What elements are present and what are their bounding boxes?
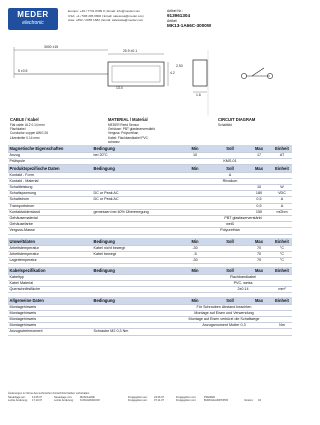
table-row bbox=[8, 329, 292, 335]
footer-value: 24.06.07 bbox=[154, 395, 165, 399]
cell: 70 bbox=[246, 257, 272, 263]
dim-body-length: 25.9 ±0.1 bbox=[123, 49, 138, 53]
cell bbox=[92, 286, 176, 292]
cell: Arbeitstemperatur bbox=[8, 251, 92, 257]
cell: DC or Peak AC bbox=[92, 197, 176, 203]
footer-value: 04 bbox=[258, 399, 261, 402]
cell: weiß bbox=[214, 222, 246, 228]
magnetic-properties-table bbox=[8, 145, 292, 165]
cell bbox=[272, 329, 292, 335]
cell: Kontakt - Form bbox=[8, 172, 92, 178]
col-header: Einheit bbox=[272, 165, 292, 172]
col-header: Bedingung bbox=[92, 145, 176, 152]
cell bbox=[214, 329, 246, 335]
cell: Schaltspannung bbox=[8, 191, 92, 197]
col-header: Produktspezifische Daten bbox=[8, 165, 92, 172]
footer-label: Freigegeben von: bbox=[176, 399, 197, 402]
cable-line: Flachkabel bbox=[10, 127, 26, 132]
footer-label: Neuanlage am: bbox=[8, 395, 26, 399]
cell: Anzug bbox=[8, 152, 92, 158]
article-name-value: MK13-1A66C-3000W bbox=[167, 22, 212, 28]
meder-logo bbox=[8, 8, 58, 30]
cell: Anzugsmoment Mutter 0,3 bbox=[176, 323, 272, 329]
cell bbox=[246, 329, 272, 335]
technical-drawing bbox=[8, 42, 293, 127]
cell: Rhodium bbox=[214, 178, 246, 184]
cell: °C bbox=[272, 245, 292, 251]
cell: 10 bbox=[246, 184, 272, 190]
cell: Montagehinweis bbox=[8, 316, 92, 322]
contact-asia: Asia: +852 / 2955 1682 | Email: salesasia@meder.com bbox=[68, 18, 144, 23]
cell: 17 bbox=[246, 152, 272, 158]
cell: Kabel Material bbox=[8, 280, 92, 286]
cell: Kabel nicht bewegt bbox=[92, 245, 176, 251]
product-data-table bbox=[8, 165, 292, 235]
col-header: Einheit bbox=[272, 145, 292, 152]
footer-value: KUSCHRIANOW bbox=[80, 399, 100, 402]
logo-tagline: electronic bbox=[22, 20, 44, 26]
footer-value: BURCHHARDT/PFR bbox=[204, 399, 229, 402]
contact-usa: USA: +1 / 508 295 0800 | Email: salesusa@meder.com bbox=[68, 13, 144, 18]
cell: Für Schrauben Abstand beachten bbox=[176, 304, 272, 310]
col-header: Bedingung bbox=[92, 238, 176, 245]
col-header: Soll bbox=[214, 297, 246, 304]
footer-label: Letzte Änderung: bbox=[54, 399, 74, 402]
material-line: Gehäuse: PBT glasfaserverstärkt bbox=[108, 127, 155, 132]
col-header: Min bbox=[176, 165, 214, 172]
footer-label: Version: bbox=[244, 399, 254, 402]
col-header: Soll bbox=[214, 267, 246, 274]
cell: Anzugsdrehmoment bbox=[8, 329, 92, 335]
col-header: Kabelspezifikation bbox=[8, 267, 92, 274]
circuit-caption-title: CIRCUIT DIAGRAM bbox=[218, 117, 256, 122]
cell bbox=[246, 158, 272, 164]
cell: 0,5 bbox=[246, 197, 272, 203]
cell: AT bbox=[272, 152, 292, 158]
col-header: Magnetische Eigenschaften bbox=[8, 145, 92, 152]
cell bbox=[214, 257, 246, 263]
logo-name: MEDER bbox=[17, 10, 49, 19]
dim-cable-length: 3000 ±15 bbox=[44, 45, 59, 49]
cell: -30 bbox=[176, 245, 214, 251]
material-line: Kabel: Flachbandkabel PVC bbox=[108, 135, 148, 140]
cell bbox=[176, 228, 214, 234]
cell: A bbox=[272, 203, 292, 209]
cable-specification-table bbox=[8, 267, 292, 293]
footer-label: Freigegeben am: bbox=[128, 395, 148, 399]
table-header bbox=[8, 145, 292, 152]
cell: 70 bbox=[246, 245, 272, 251]
material-caption-title: MATERIAL / Material bbox=[108, 117, 148, 122]
article-info bbox=[167, 9, 211, 28]
cell: Flachbandkabel bbox=[214, 274, 272, 280]
article-nr-label: Artikel Nr.: bbox=[167, 9, 183, 13]
table-row bbox=[8, 228, 292, 234]
table-header bbox=[8, 297, 292, 304]
col-header: Soll bbox=[214, 165, 246, 172]
cell: Kabeltyp bbox=[8, 274, 92, 280]
footer-label: Freigegeben am: bbox=[128, 399, 148, 402]
cell: Nm bbox=[272, 323, 292, 329]
cell: Montage aut Eisen verkürzt die Schaltwege bbox=[176, 316, 272, 322]
cell: °C bbox=[272, 257, 292, 263]
table-row bbox=[8, 286, 292, 292]
material-caption-body bbox=[108, 123, 155, 144]
cell: 70 bbox=[246, 251, 272, 257]
table-header bbox=[8, 238, 292, 245]
cell: °C bbox=[272, 251, 292, 257]
cell: Montagehinweis bbox=[8, 323, 92, 329]
cell: PVC, weiss bbox=[214, 280, 272, 286]
circuit-caption-subtitle: Schaltbild bbox=[218, 123, 232, 127]
footer-value: 17.10.07 bbox=[32, 399, 43, 402]
cell: 150 bbox=[246, 209, 272, 215]
cell: Querschnittsfläche bbox=[8, 286, 92, 292]
cell: Montagehinweis bbox=[8, 304, 92, 310]
cell: Gehäusematerial bbox=[8, 215, 92, 221]
cell: PBT glasfaserverstärkt bbox=[214, 215, 272, 221]
table-header bbox=[8, 165, 292, 172]
cell: mm² bbox=[272, 286, 292, 292]
cell bbox=[176, 158, 214, 164]
dim-pitch: 13.4 bbox=[116, 86, 123, 90]
col-header: Bedingung bbox=[92, 297, 176, 304]
contact-europe: Europe: +49 / 7731 8399 0 | Email: info@meder.com bbox=[68, 9, 141, 13]
cell: Kontakt - Material bbox=[8, 178, 92, 184]
col-header: Max bbox=[246, 238, 272, 245]
cell: Lagertemperatur bbox=[8, 257, 92, 263]
cell: Kabel bewegt bbox=[92, 251, 176, 257]
cell: Transportstrom bbox=[8, 203, 92, 209]
cell: Arbeitstemperatur bbox=[8, 245, 92, 251]
cable-caption-title: CABLE / Kabel bbox=[10, 117, 39, 122]
col-header: Bedingung bbox=[92, 165, 176, 172]
cell: 10 bbox=[176, 152, 214, 158]
col-header: Umweltdaten bbox=[8, 238, 92, 245]
col-header: Max bbox=[246, 297, 272, 304]
cable-line: Flat cable UL2 0.14 mm² bbox=[10, 123, 45, 127]
dim-body-width: 1.6 bbox=[196, 93, 201, 97]
col-header: Min bbox=[176, 297, 214, 304]
cell bbox=[272, 228, 292, 234]
dim-cable-height: 2.53 bbox=[176, 64, 183, 68]
cable-line: Litzenleiter 0.14 mm² bbox=[10, 135, 40, 140]
footer-label: Freigegeben von: bbox=[176, 395, 197, 399]
col-header: Soll bbox=[214, 238, 246, 245]
cell: Montagehinweis bbox=[8, 310, 92, 316]
cell: -30 bbox=[176, 257, 214, 263]
cell: Schaltstrom bbox=[8, 197, 92, 203]
cell: Kontaktwiderstand bbox=[8, 209, 92, 215]
col-header: Max bbox=[246, 165, 272, 172]
col-header: Bedingung bbox=[92, 267, 176, 274]
cell: A bbox=[272, 197, 292, 203]
cell: mOhm bbox=[272, 209, 292, 215]
footer-label: Neuanlage von: bbox=[54, 395, 73, 399]
cell bbox=[272, 158, 292, 164]
col-header: Soll bbox=[214, 145, 246, 152]
cell: KMS-01 bbox=[214, 158, 246, 164]
cell bbox=[92, 257, 176, 263]
col-header: Max bbox=[246, 267, 272, 274]
dim-body-height: 4.2 bbox=[170, 71, 175, 75]
material-line: MEDER Reed Sensor bbox=[108, 123, 140, 127]
table-row bbox=[8, 257, 292, 263]
cell: Montage auf Eisen und Verwendung bbox=[176, 310, 272, 316]
article-name-label: Artikel: bbox=[167, 18, 178, 23]
cell: 2x0.14 bbox=[214, 286, 272, 292]
footer-value: PFEIFER bbox=[204, 395, 215, 399]
col-header: Allgemeine Daten bbox=[8, 297, 92, 304]
cell: Verguss-Masse bbox=[8, 228, 92, 234]
col-header: Min bbox=[176, 238, 214, 245]
col-header: Max bbox=[246, 145, 272, 152]
dim-strip-length: 5 ±0.5 bbox=[18, 69, 28, 73]
cell: W bbox=[272, 184, 292, 190]
col-header: Einheit bbox=[272, 238, 292, 245]
col-header: Min bbox=[176, 145, 214, 152]
cell: 0,5 bbox=[246, 203, 272, 209]
cell: 180 bbox=[246, 191, 272, 197]
col-header: Einheit bbox=[272, 297, 292, 304]
environmental-data-table bbox=[8, 238, 292, 264]
cell bbox=[92, 228, 176, 234]
footer-value: MASCHADE bbox=[80, 395, 95, 399]
general-data-table bbox=[8, 297, 292, 336]
cable-line: Conductor copper AWG 26 bbox=[10, 131, 48, 136]
material-line: schwarz bbox=[108, 139, 120, 144]
footer-value: 14.05.07 bbox=[32, 395, 43, 399]
cell: Prüfspule bbox=[8, 158, 92, 164]
table-header bbox=[8, 267, 292, 274]
cell bbox=[176, 329, 214, 335]
cell: Schaltleistung bbox=[8, 184, 92, 190]
cell: DC or Peak AC bbox=[92, 191, 176, 197]
footer-value: 07.11.07 bbox=[154, 399, 164, 402]
cell: bei 20°C bbox=[92, 152, 176, 158]
cell: Gehäusefarbe bbox=[8, 222, 92, 228]
cell: VDC bbox=[272, 191, 292, 197]
cable-caption-body bbox=[10, 123, 48, 140]
table-row bbox=[8, 158, 292, 164]
cell: A bbox=[214, 172, 246, 178]
cell bbox=[176, 286, 214, 292]
article-nr-value: 913961304 bbox=[167, 13, 190, 19]
cell: -5 bbox=[176, 251, 214, 257]
cell: Polyurethan bbox=[214, 228, 246, 234]
drawing-svg bbox=[8, 42, 293, 127]
footer-disclaimer: Änderungen im Sinne des technischen Fortschritts bleiben vorbehalten bbox=[8, 392, 90, 395]
cell: Schraube M2 0,3 Nm bbox=[92, 329, 176, 335]
cell: gemessen bei 40% Übererregung bbox=[92, 209, 176, 215]
col-header: Min bbox=[176, 267, 214, 274]
contact-block bbox=[68, 9, 144, 23]
cell bbox=[246, 228, 272, 234]
footer bbox=[8, 392, 292, 403]
footer-label: Letzte Änderung: bbox=[8, 399, 28, 402]
col-header: Einheit bbox=[272, 267, 292, 274]
cell bbox=[92, 158, 176, 164]
material-line: Verguss: Polyurethan bbox=[108, 131, 139, 136]
footer-row-modified bbox=[8, 399, 292, 403]
